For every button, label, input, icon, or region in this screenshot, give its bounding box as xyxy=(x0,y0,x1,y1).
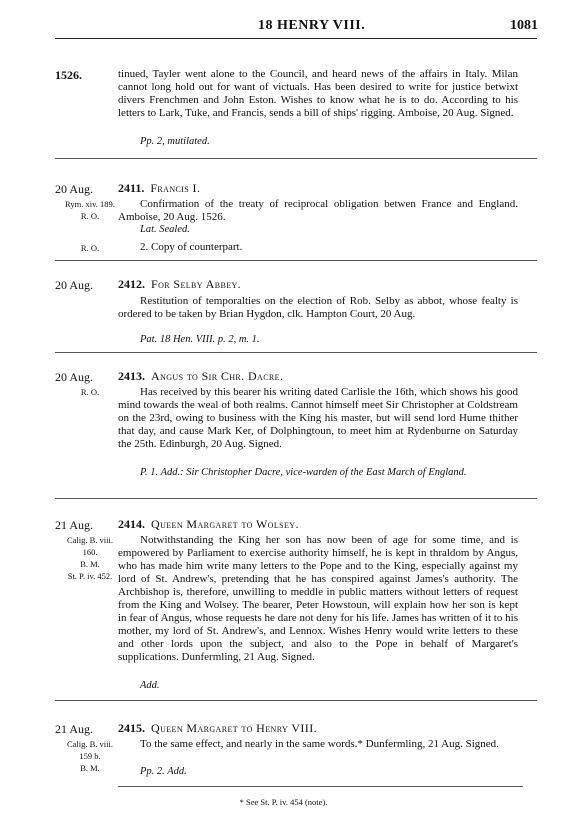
entry-paragraph: To the same effect, and nearly in the same words.* Dunfermling, 21 Aug. Signed. xyxy=(140,738,499,750)
continuation-meta: Pp. 2, mutilated. xyxy=(140,136,210,147)
entry-text xyxy=(118,295,518,321)
entry-meta: Add. xyxy=(140,680,160,691)
entry-number: 2411. xyxy=(118,181,145,195)
running-title: 18 HENRY VIII. xyxy=(258,18,366,33)
entry-number: 2413. xyxy=(118,369,145,383)
entry-number: 2412. xyxy=(118,277,145,291)
entry-subparagraph: 2. Copy of counterpart. xyxy=(140,241,243,253)
footnote: * See St. P. iv. 454 (note). xyxy=(239,797,328,807)
entry-heading xyxy=(118,181,200,196)
entry-text xyxy=(118,198,518,224)
entry-heading xyxy=(118,369,283,384)
entry-meta: Pat. 18 Hen. VIII. p. 2, m. 1. xyxy=(140,334,260,345)
entry-text xyxy=(118,534,518,664)
entry-ref: B. M. xyxy=(80,559,100,569)
entry-date: 20 Aug. xyxy=(55,370,94,384)
entry-heading xyxy=(118,517,299,532)
continuation-text xyxy=(118,68,518,120)
entry-ref: 160. xyxy=(82,547,98,557)
entry-ref: R. O. xyxy=(80,211,100,221)
entry-divider xyxy=(55,158,537,159)
entry-text xyxy=(118,738,518,751)
entry-meta: Pp. 2. Add. xyxy=(140,766,187,777)
entry-paragraph: Confirmation of the treaty of reciprocal obligation betwen France and England. Amboise, 20 Aug. 1526. xyxy=(118,198,518,223)
entry-meta-text: P. 1. Add.: Sir Christopher Dacre, vice-warden of the East March of England. xyxy=(140,467,467,478)
entry-date: 21 Aug. xyxy=(55,518,94,532)
entry-paragraph: Restitution of temporalties on the election of Rob. Selby as abbot, whose fealty is ordered to be taken by Brian Hygdon, clk. Hampton Court, 20 Aug. xyxy=(118,295,518,320)
entry-ref: Calig. B. viii. xyxy=(66,535,114,545)
entry-title: Francis I. xyxy=(150,181,201,195)
entry-heading xyxy=(118,277,241,292)
entry-date: 21 Aug. xyxy=(55,722,94,736)
running-header xyxy=(0,12,567,34)
entry-divider xyxy=(55,260,537,261)
header-rule xyxy=(55,38,537,39)
entry-text xyxy=(118,386,518,451)
entry-title: Angus to Sir Chr. Dacre. xyxy=(151,369,284,383)
entry-paragraph: Notwithstanding the King her son has now been of age for some time, and is empowered by Parliament to exercise authority himself, he is kept in thraldom by Angus, who has made him write many letters to the Pope and to the King, especially against my lord of St. Andrew's, pretending that he has conspired against James's authority. The Archbishop is, therefore, unwilling to meddle in public matters without letters of request from the King and Wolsey. The bearer, Peter Howstoun, will explain how her son is kept in fear of Angus, whose requests he dare not deny for his life. James has written of it to his mother, my lord of St. Andrew's, and Lennox. Wishes Henry would write letters to these and other lords upon the subject, and also to the Pope in behalf of Margaret's supplications. Dunfermling, 21 Aug. Signed. xyxy=(118,534,518,663)
entry-paragraph: Has received by this bearer his writing dated Carlisle the 16th, which shows his good mind towards the weal of both realms. Cannot himself meet Sir Christopher at Coldstream on the 23rd, owing to business with the King his master, but will send lord Hume thither that day, and cause Mark Ker, of Dolphingtoun, to meet him at Rydenburne on Saturday the 25th. Edinburgh, 20 Aug. Signed. xyxy=(118,386,518,450)
entry-ref: 159 b. xyxy=(79,751,101,761)
entry-date: 20 Aug. xyxy=(55,182,94,196)
year-label: 1526. xyxy=(55,68,82,82)
entry-ref: Rym. xiv. 189. xyxy=(65,199,115,209)
entry-divider xyxy=(55,700,537,701)
entry-ref: Calig. B. viii. xyxy=(66,739,114,749)
entry-ref: B. M. xyxy=(80,763,100,773)
entry-date: 20 Aug. xyxy=(55,278,94,292)
entry-divider xyxy=(55,498,537,499)
entry-subref: R. O. xyxy=(80,243,100,253)
entry-ref: St. P. iv. 452. xyxy=(67,571,113,581)
entry-title: For Selby Abbey. xyxy=(151,277,242,291)
page-number: 1081 xyxy=(510,18,538,33)
footnote-rule xyxy=(118,786,523,787)
entry-number: 2415. xyxy=(118,721,145,735)
entry-title: Queen Margaret to Henry VIII. xyxy=(151,721,318,735)
continuation-paragraph: tinued, Tayler went alone to the Council, and heard news of the affairs in Italy. Milan cannot long hold out for want of victuals. Has been desired to write for justice betwixt divers Frenchmen and John Eston. Wishes to know what he is to do. According to his letters to Lark, Tuke, and Francis, sends a bill of ships' rigging. Amboise, 20 Aug. Signed. xyxy=(118,68,518,119)
entry-number: 2414. xyxy=(118,517,145,531)
entry-title: Queen Margaret to Wolsey. xyxy=(151,517,299,531)
entry-subtext xyxy=(118,241,518,254)
entry-meta xyxy=(118,466,518,479)
entry-ref: R. O. xyxy=(80,387,100,397)
entry-meta: Lat. Sealed. xyxy=(140,224,190,235)
entry-heading xyxy=(118,721,317,736)
entry-divider xyxy=(55,352,537,353)
